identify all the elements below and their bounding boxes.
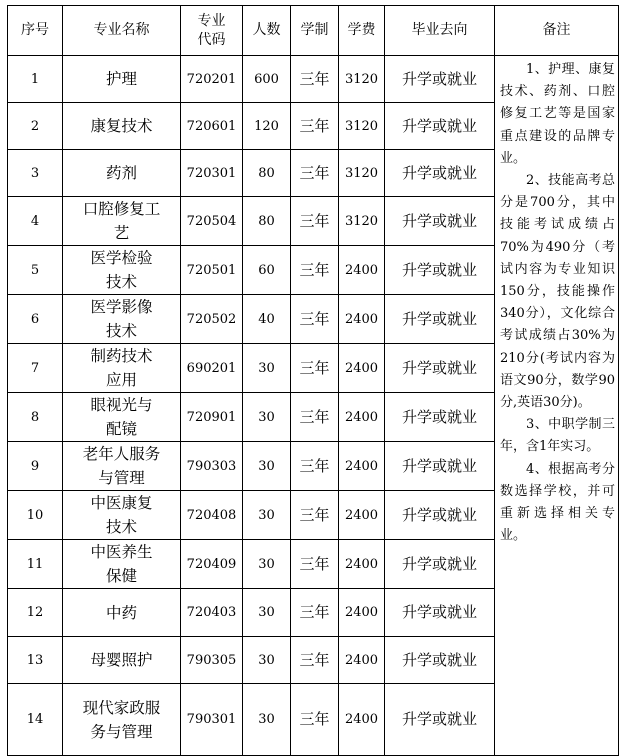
- cell-major-code-text: 720502: [186, 311, 237, 327]
- cell-count-text: 80: [258, 213, 275, 229]
- cell-major-name: [63, 56, 181, 103]
- cell-major-code: [181, 295, 243, 344]
- cell-fee-text: 2400: [344, 556, 379, 572]
- cell-major-name-text: 护理: [105, 70, 137, 88]
- cell-fee-text: 2400: [344, 409, 379, 425]
- cell-destination: [385, 589, 495, 637]
- cell-fee: [339, 442, 385, 491]
- cell-index: [8, 491, 63, 540]
- cell-destination-text: 升学或就业: [401, 260, 477, 279]
- cell-count-text: 30: [258, 556, 275, 572]
- cell-destination-text: 升学或就业: [401, 163, 477, 182]
- cell-major-name: [63, 540, 181, 589]
- cell-destination-text: 升学或就业: [401, 69, 477, 88]
- cell-count: [243, 637, 291, 684]
- cell-fee-text: 2400: [344, 652, 379, 668]
- cell-destination-text: 升学或就业: [401, 116, 477, 135]
- cell-major-name: [63, 150, 181, 197]
- cell-fee: [339, 246, 385, 295]
- cell-count-text: 30: [258, 360, 275, 376]
- cell-duration: [291, 589, 339, 637]
- cell-duration: [291, 637, 339, 684]
- cell-count: [243, 246, 291, 295]
- cell-duration: [291, 491, 339, 540]
- cell-major-name-text: 康复技术: [90, 117, 153, 135]
- note-paragraph: 4、根据高考分数选择学校，并可重新选择相关专业。: [500, 461, 615, 544]
- header-index: 序号: [8, 6, 63, 56]
- cell-major-name: [63, 442, 181, 491]
- cell-major-name-text: 口腔修复工艺: [82, 200, 161, 242]
- cell-major-code-text: 720409: [186, 556, 237, 572]
- cell-major-code-text: 720501: [186, 262, 237, 278]
- cell-fee-text: 2400: [344, 458, 379, 474]
- cell-major-name-text: 现代家政服务与管理: [82, 698, 161, 741]
- cell-fee-text: 2400: [344, 311, 379, 327]
- header-destination: 毕业去向: [385, 6, 495, 56]
- cell-index: [8, 393, 63, 442]
- cell-index-text: 5: [30, 262, 40, 278]
- cell-destination-text: 升学或就业: [401, 407, 477, 426]
- cell-fee: [339, 540, 385, 589]
- cell-count-text: 80: [258, 165, 275, 181]
- cell-major-code: [181, 491, 243, 540]
- cell-major-name-text: 医学影像技术: [90, 298, 153, 340]
- cell-destination-text: 升学或就业: [401, 358, 477, 377]
- cell-index: [8, 589, 63, 637]
- cell-destination-text: 升学或就业: [401, 603, 477, 621]
- cell-duration-text: 三年: [299, 69, 330, 88]
- cell-destination: [385, 344, 495, 393]
- cell-count-text: 60: [258, 262, 275, 278]
- cell-duration: [291, 442, 339, 491]
- cell-count: [243, 491, 291, 540]
- cell-count: [243, 197, 291, 246]
- cell-major-code: [181, 103, 243, 150]
- cell-major-code-text: 720408: [186, 507, 237, 523]
- cell-fee: [339, 491, 385, 540]
- cell-count-text: 40: [258, 311, 275, 327]
- header-note: 备注: [495, 6, 619, 56]
- cell-major-name: [63, 246, 181, 295]
- cell-fee: [339, 684, 385, 756]
- cell-fee: [339, 589, 385, 637]
- cell-destination-text: 升学或就业: [401, 505, 477, 524]
- cell-duration-text: 三年: [299, 554, 330, 573]
- cell-major-name: [63, 589, 181, 637]
- cell-index: [8, 637, 63, 684]
- cell-major-code: [181, 393, 243, 442]
- cell-duration: [291, 684, 339, 756]
- cell-count: [243, 442, 291, 491]
- cell-fee-text: 2400: [344, 605, 379, 620]
- cell-duration-text: 三年: [299, 710, 330, 728]
- cell-duration: [291, 103, 339, 150]
- cell-count: [243, 56, 291, 103]
- header-code: 专业代码: [181, 6, 243, 56]
- cell-duration-text: 三年: [299, 163, 330, 182]
- cell-count-text: 120: [254, 118, 279, 134]
- cell-major-name-text: 药剂: [105, 164, 137, 182]
- cell-major-code-text: 720601: [186, 118, 237, 134]
- cell-duration-text: 三年: [299, 505, 330, 524]
- cell-major-code: [181, 246, 243, 295]
- cell-index-text: 8: [30, 409, 40, 425]
- cell-duration: [291, 344, 339, 393]
- cell-destination-text: 升学或就业: [401, 456, 477, 475]
- cell-duration-text: 三年: [299, 358, 330, 377]
- cell-duration: [291, 540, 339, 589]
- cell-destination: [385, 295, 495, 344]
- cell-major-name: [63, 295, 181, 344]
- cell-count-text: 30: [258, 605, 275, 620]
- cell-duration-text: 三年: [299, 211, 330, 230]
- cell-destination: [385, 246, 495, 295]
- header-fee: 学费: [339, 6, 385, 56]
- cell-major-code: [181, 540, 243, 589]
- cell-major-code: [181, 197, 243, 246]
- cell-index-text: 7: [30, 360, 40, 376]
- cell-major-name-text: 中医康复技术: [90, 494, 153, 536]
- cell-destination-text: 升学或就业: [401, 309, 477, 328]
- cell-destination: [385, 103, 495, 150]
- cell-index: [8, 442, 63, 491]
- cell-fee-text: 2400: [344, 360, 379, 376]
- cell-count: [243, 295, 291, 344]
- cell-index-text: 2: [30, 118, 40, 134]
- cell-major-code: [181, 637, 243, 684]
- cell-major-name: [63, 491, 181, 540]
- cell-major-name-text: 中医养生保健: [90, 543, 153, 585]
- cell-fee-text: 3120: [344, 213, 379, 229]
- cell-fee: [339, 637, 385, 684]
- cell-destination: [385, 197, 495, 246]
- cell-count: [243, 684, 291, 756]
- cell-destination-text: 升学或就业: [401, 710, 477, 728]
- cell-index: [8, 246, 63, 295]
- cell-destination: [385, 684, 495, 756]
- cell-index-text: 6: [30, 311, 40, 327]
- cell-count-text: 30: [258, 409, 275, 425]
- cell-major-code: [181, 344, 243, 393]
- cell-fee: [339, 56, 385, 103]
- cell-major-name-text: 中药: [105, 603, 137, 622]
- cell-destination: [385, 56, 495, 103]
- cell-duration-text: 三年: [299, 456, 330, 475]
- cell-duration: [291, 246, 339, 295]
- table-row: [8, 56, 619, 103]
- cell-index: [8, 295, 63, 344]
- cell-major-name-text: 眼视光与配镜: [90, 396, 153, 438]
- cell-duration: [291, 295, 339, 344]
- cell-major-name: [63, 103, 181, 150]
- cell-fee-text: 3120: [344, 165, 379, 181]
- cell-fee: [339, 197, 385, 246]
- cell-count-text: 30: [258, 507, 275, 523]
- note-paragraph: 3、中职学制三年，含1年实习。: [500, 417, 615, 455]
- cell-major-code: [181, 150, 243, 197]
- cell-major-name-text: 母婴照护: [90, 651, 153, 669]
- cell-index: [8, 344, 63, 393]
- cell-fee-text: 2400: [344, 712, 379, 727]
- cell-count: [243, 344, 291, 393]
- cell-index-text: 9: [30, 458, 40, 474]
- cell-major-name-text: 医学检验技术: [90, 249, 153, 291]
- cell-duration-text: 三年: [299, 650, 330, 669]
- cell-fee-text: 3120: [344, 118, 379, 134]
- cell-major-name: [63, 197, 181, 246]
- header-count: 人数: [243, 6, 291, 56]
- cell-index-text: 13: [26, 652, 44, 668]
- cell-major-code-text: 790301: [186, 712, 237, 727]
- cell-destination: [385, 540, 495, 589]
- cell-major-code-text: 720403: [186, 605, 237, 620]
- cell-index: [8, 684, 63, 756]
- cell-count-text: 30: [258, 458, 275, 474]
- enrollment-table: [7, 5, 619, 756]
- cell-fee: [339, 344, 385, 393]
- cell-count: [243, 540, 291, 589]
- cell-major-code-text: 720901: [186, 409, 237, 425]
- cell-major-name: [63, 684, 181, 756]
- cell-destination: [385, 491, 495, 540]
- cell-destination: [385, 637, 495, 684]
- cell-fee-text: 2400: [344, 262, 379, 278]
- cell-duration: [291, 393, 339, 442]
- cell-major-code-text: 720504: [186, 213, 237, 229]
- cell-major-code-text: 720201: [186, 71, 237, 87]
- cell-index: [8, 103, 63, 150]
- cell-destination: [385, 150, 495, 197]
- cell-index-text: 4: [30, 213, 40, 229]
- note-paragraph: 1、护理、康复技术、药剂、口腔修复工艺等是国家重点建设的品牌专业。: [500, 62, 615, 166]
- cell-major-name: [63, 637, 181, 684]
- cell-index-text: 1: [30, 71, 40, 87]
- cell-index-text: 14: [26, 712, 44, 727]
- cell-fee: [339, 393, 385, 442]
- cell-count-text: 600: [254, 71, 279, 87]
- cell-fee: [339, 295, 385, 344]
- cell-index-text: 3: [30, 165, 40, 181]
- cell-index-text: 11: [26, 556, 44, 572]
- cell-destination-text: 升学或就业: [401, 554, 477, 573]
- cell-fee: [339, 103, 385, 150]
- cell-major-name-text: 制药技术应用: [90, 347, 153, 389]
- cell-major-name: [63, 393, 181, 442]
- cell-fee: [339, 150, 385, 197]
- header-duration: 学制: [291, 6, 339, 56]
- note-paragraph: 2、技能高考总分是700分，其中技能考试成绩占70%为490分（考试内容为专业知识150分，技能操作340分），文化综合考试成绩占30%为210分(考试内容为语文90分，数学90分,英语30分)。: [500, 173, 615, 411]
- cell-count: [243, 103, 291, 150]
- cell-major-name: [63, 344, 181, 393]
- cell-destination: [385, 393, 495, 442]
- cell-index: [8, 150, 63, 197]
- header-name: 专业名称: [63, 6, 181, 56]
- cell-destination-text: 升学或就业: [401, 650, 477, 669]
- cell-major-code: [181, 684, 243, 756]
- cell-duration: [291, 197, 339, 246]
- cell-fee-text: 2400: [344, 507, 379, 523]
- cell-count-text: 30: [258, 712, 275, 727]
- header-row: [8, 6, 619, 56]
- cell-count: [243, 393, 291, 442]
- cell-major-code-text: 690201: [186, 360, 237, 376]
- cell-major-code: [181, 589, 243, 637]
- cell-duration-text: 三年: [299, 603, 330, 621]
- cell-count-text: 30: [258, 652, 275, 668]
- cell-duration-text: 三年: [299, 309, 330, 328]
- cell-major-name-text: 老年人服务与管理: [82, 445, 161, 487]
- cell-duration-text: 三年: [299, 260, 330, 279]
- cell-duration: [291, 56, 339, 103]
- cell-fee-text: 3120: [344, 71, 379, 87]
- cell-index: [8, 540, 63, 589]
- cell-major-code: [181, 442, 243, 491]
- cell-index-text: 10: [26, 507, 44, 523]
- cell-count: [243, 150, 291, 197]
- cell-duration: [291, 150, 339, 197]
- cell-major-code: [181, 56, 243, 103]
- notes-cell: [495, 56, 619, 756]
- cell-destination-text: 升学或就业: [401, 211, 477, 230]
- cell-duration-text: 三年: [299, 407, 330, 426]
- cell-major-code-text: 790305: [186, 652, 237, 668]
- cell-major-code-text: 720301: [186, 165, 237, 181]
- cell-count: [243, 589, 291, 637]
- cell-major-code-text: 790303: [186, 458, 237, 474]
- cell-index-text: 12: [26, 605, 44, 620]
- cell-destination: [385, 442, 495, 491]
- cell-index: [8, 56, 63, 103]
- cell-index: [8, 197, 63, 246]
- cell-duration-text: 三年: [299, 116, 330, 135]
